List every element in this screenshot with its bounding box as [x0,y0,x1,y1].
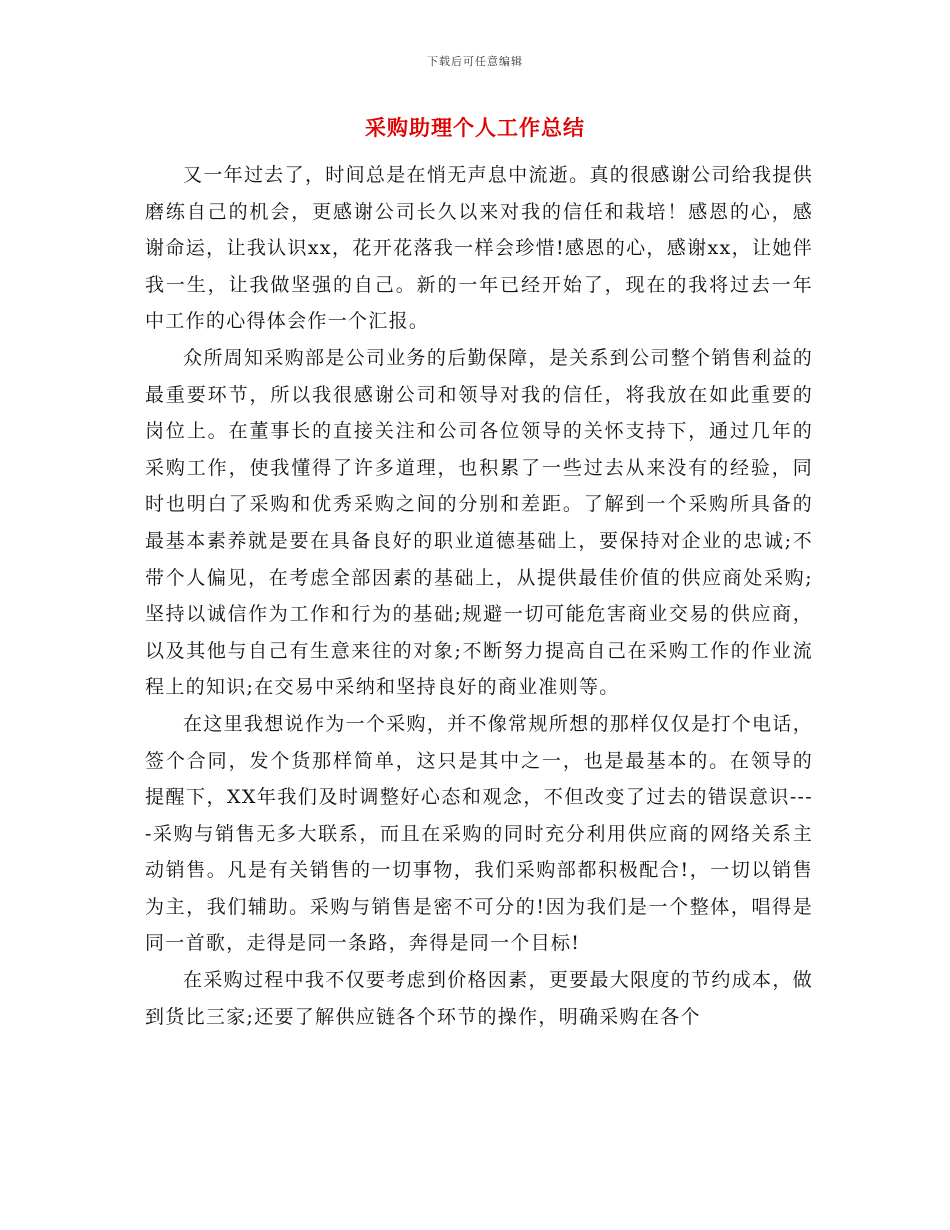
paragraph: 在这里我想说作为一个采购，并不像常规所想的那样仅仅是打个电话，签个合同，发个货那样简单，这只是其中之一，也是最基本的。在领导的提醒下，XX年我们及时调整好心态和观念，不但改变了过去的错误意识----采购与销售无多大联系，而且在采购的同时充分利用供应商的网络关系主动销售。凡是有关销售的一切事物，我们采购部都积极配合!，一切以销售为主，我们辅助。采购与销售是密不可分的!因为我们是一个整体，唱得是同一首歌，走得是同一条路，奔得是同一个目标! [145,712,813,955]
document-body [145,157,813,1035]
paragraph: 在采购过程中我不仅要考虑到价格因素，更要最大限度的节约成本，做到货比三家;还要了解供应链各个环节的操作，明确采购在各个 [145,969,813,1028]
paragraph: 又一年过去了，时间总是在悄无声息中流逝。真的很感谢公司给我提供磨练自己的机会，更感谢公司长久以来对我的信任和栽培！感恩的心，感谢命运，让我认识xx，花开花落我一样会珍惜!感恩的心，感谢xx，让她伴我一生，让我做坚强的自己。新的一年已经开始了，现在的我将过去一年中工作的心得体会作一个汇报。 [145,164,813,333]
header-note: 下载后可任意编辑 [427,55,523,68]
document-title: 采购助理个人工作总结 [365,115,585,140]
paragraph: 众所周知采购部是公司业务的后勤保障，是关系到公司整个销售利益的最重要环节，所以我很感谢公司和领导对我的信任，将我放在如此重要的岗位上。在董事长的直接关注和公司各位领导的关怀支持下，通过几年的采购工作，使我懂得了许多道理，也积累了一些过去从来没有的经验，同时也明白了采购和优秀采购之间的分别和差距。了解到一个采购所具备的最基本素养就是要在具备良好的职业道德基础上，要保持对企业的忠诚;不带个人偏见，在考虑全部因素的基础上，从提供最佳价值的供应商处采购;坚持以诚信作为工作和行为的基础;规避一切可能危害商业交易的供应商，以及其他与自己有生意来往的对象;不断努力提高自己在采购工作的作业流程上的知识;在交易中采纳和坚持良好的商业准则等。 [145,346,813,699]
